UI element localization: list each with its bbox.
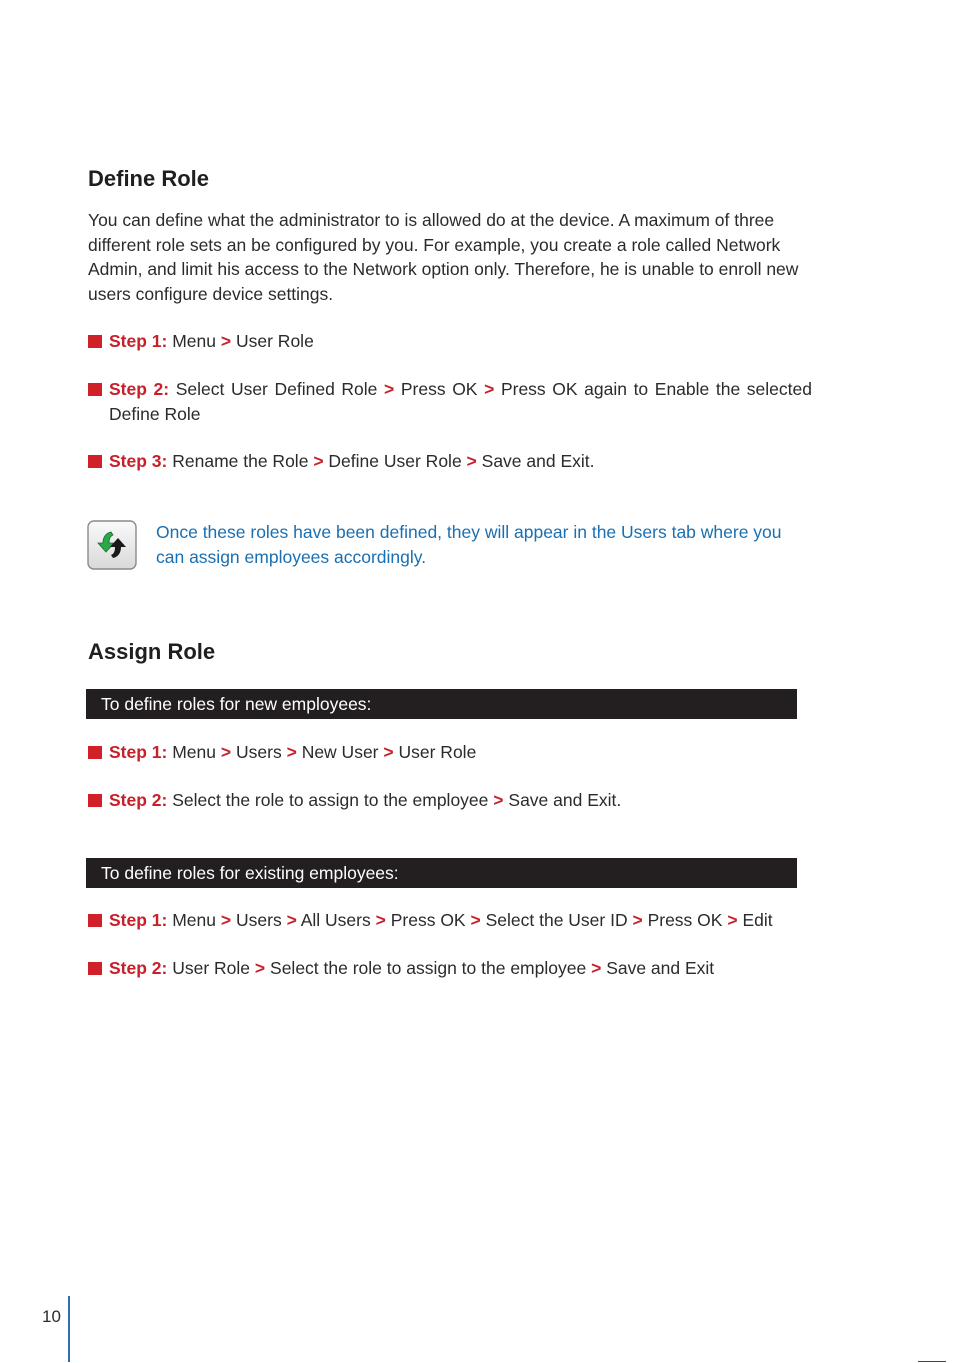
step-bullet bbox=[88, 914, 102, 927]
step-part: Select the role to assign to the employee bbox=[172, 790, 489, 810]
step-label: Step 1: bbox=[109, 910, 168, 930]
step-part: All Users bbox=[300, 910, 371, 930]
define-step-1 bbox=[88, 329, 812, 354]
step-part: Press OK again to Enable the selected Define Role bbox=[109, 379, 812, 424]
step-bullet bbox=[88, 383, 102, 396]
step-part: Select User Defined Role bbox=[175, 379, 378, 399]
step-label: Step 1: bbox=[109, 331, 168, 351]
step-part: Menu bbox=[172, 910, 217, 930]
new-step-2 bbox=[88, 788, 812, 813]
step-separator: > bbox=[493, 790, 504, 810]
page-number-rule bbox=[68, 1296, 70, 1362]
step-label: Step 1: bbox=[109, 742, 168, 762]
step-part: Define User Role bbox=[328, 451, 462, 471]
step-part: Select the role to assign to the employee bbox=[270, 958, 587, 978]
define-role-intro: You can define what the administrator to is allowed do at the device. A maximum of three different role sets an be configured by you. For example, you create a role called Network Admin, and limit his access to the Network option only. Therefore, he is unable to enroll new users configure device settings. bbox=[88, 210, 799, 304]
step-part: Save and Exit bbox=[606, 958, 715, 978]
step-label: Step 3: bbox=[109, 451, 168, 471]
step-part: Users bbox=[236, 910, 282, 930]
step-separator: > bbox=[286, 742, 297, 762]
step-separator: > bbox=[383, 742, 394, 762]
step-separator: > bbox=[220, 331, 232, 351]
step-bullet bbox=[88, 962, 102, 975]
step-bullet bbox=[88, 746, 102, 759]
step-part: Save and Exit. bbox=[481, 451, 595, 471]
step-text bbox=[109, 377, 812, 426]
corner-mark bbox=[918, 1361, 946, 1362]
step-bullet bbox=[88, 794, 102, 807]
step-part: User Role bbox=[398, 742, 477, 762]
step-text bbox=[109, 788, 812, 813]
step-separator: > bbox=[313, 451, 324, 471]
step-text bbox=[109, 956, 812, 981]
step-text bbox=[109, 449, 812, 474]
step-text bbox=[109, 908, 812, 933]
step-separator: > bbox=[384, 379, 395, 399]
step-part: Press OK bbox=[400, 379, 478, 399]
step-part: User Role bbox=[172, 958, 251, 978]
step-label: Step 2: bbox=[109, 958, 168, 978]
step-part: Edit bbox=[742, 910, 773, 930]
step-separator: > bbox=[375, 910, 386, 930]
step-separator: > bbox=[591, 958, 602, 978]
step-part: Menu bbox=[172, 742, 217, 762]
step-part: Rename the Role bbox=[172, 451, 309, 471]
step-separator: > bbox=[484, 379, 495, 399]
existing-employees-bar: To define roles for existing employees: bbox=[86, 858, 797, 888]
page-number: 10 bbox=[42, 1307, 61, 1326]
step-part: Save and Exit. bbox=[508, 790, 622, 810]
step-label: Step 2: bbox=[109, 790, 168, 810]
step-separator: > bbox=[466, 451, 477, 471]
step-part: User Role bbox=[236, 331, 314, 351]
step-text bbox=[109, 740, 812, 765]
step-separator: > bbox=[220, 742, 232, 762]
new-step-1 bbox=[88, 740, 812, 765]
new-employees-bar: To define roles for new employees: bbox=[86, 689, 797, 719]
assign-role-heading: Assign Role bbox=[88, 639, 216, 664]
define-role-heading: Define Role bbox=[88, 166, 210, 191]
step-text bbox=[109, 329, 812, 354]
step-part: New User bbox=[301, 742, 379, 762]
info-note: Once these roles have been defined, they will appear in the Users tab where you can assign employees accordingly. bbox=[156, 522, 782, 567]
step-bullet bbox=[88, 335, 102, 348]
step-separator: > bbox=[286, 910, 297, 930]
step-part: Menu bbox=[172, 331, 217, 351]
define-step-3 bbox=[88, 449, 812, 474]
step-separator: > bbox=[470, 910, 481, 930]
step-part: Press OK bbox=[647, 910, 723, 930]
step-part: Select the User ID bbox=[485, 910, 628, 930]
step-separator: > bbox=[727, 910, 738, 930]
sync-arrows-icon bbox=[87, 520, 137, 570]
step-separator: > bbox=[254, 958, 266, 978]
step-separator: > bbox=[220, 910, 232, 930]
define-step-2 bbox=[88, 377, 812, 426]
step-bullet bbox=[88, 455, 102, 468]
step-separator: > bbox=[632, 910, 643, 930]
existing-step-2 bbox=[88, 956, 812, 981]
step-label: Step 2: bbox=[109, 379, 170, 399]
step-part: Press OK bbox=[390, 910, 466, 930]
step-part: Users bbox=[236, 742, 282, 762]
existing-step-1 bbox=[88, 908, 812, 933]
